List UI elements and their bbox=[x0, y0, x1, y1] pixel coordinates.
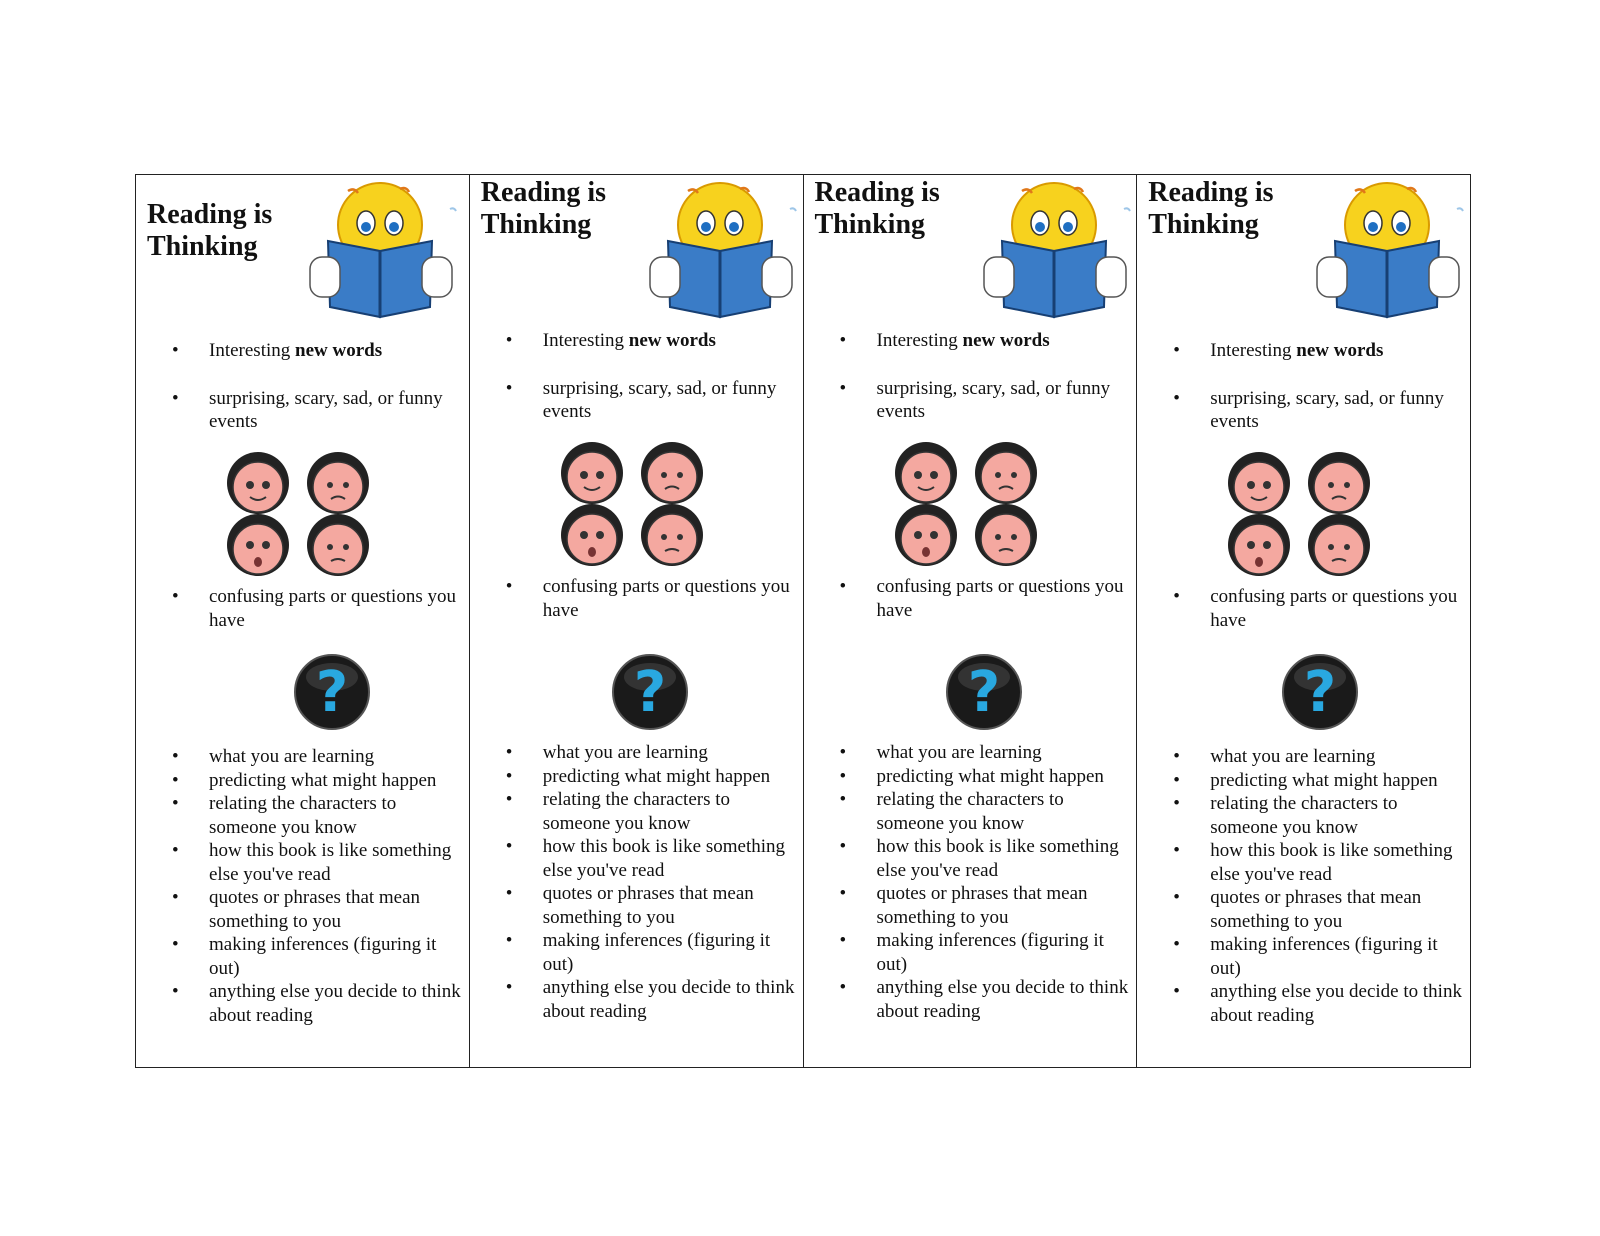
emotion-faces-icon bbox=[888, 437, 1048, 571]
list-item: • how this book is like something else you've read bbox=[172, 839, 462, 886]
list-item: • making inferences (figuring it out) bbox=[840, 929, 1130, 976]
list-item: • Interesting new words bbox=[506, 329, 796, 353]
thinking-list bbox=[506, 741, 796, 1023]
list-item: • surprising, scary, sad, or funny events bbox=[172, 387, 462, 434]
list-item: • making inferences (figuring it out) bbox=[172, 933, 462, 980]
thinking-list bbox=[172, 745, 462, 1027]
smiley-reading-book-icon bbox=[648, 179, 798, 319]
list-item: • anything else you decide to think about reading bbox=[506, 976, 796, 1023]
list-item: • relating the characters to someone you know bbox=[172, 792, 462, 839]
smiley-reading-book-icon bbox=[1315, 179, 1465, 319]
reader-topics-list bbox=[840, 329, 1130, 424]
list-item: • anything else you decide to think about reading bbox=[1173, 980, 1463, 1027]
bookmark-3: Reading is Thinking • Interesting new words • surprising, scary, sad, or funny events • confusing parts or questions you have ? • what you are learning • predicting what might happen • relating the characters to someone you know • how this book is like something else you've read • quotes or phrases that mean something to you • making inferences (figuring it out) • anything else you decide to think about reading bbox=[804, 175, 1138, 1067]
list-item: • what you are learning bbox=[1173, 745, 1463, 769]
list-item: • quotes or phrases that mean something to you bbox=[1173, 886, 1463, 933]
list-item: • anything else you decide to think about reading bbox=[840, 976, 1130, 1023]
smiley-reading-book-icon bbox=[982, 179, 1132, 319]
list-item: • how this book is like something else you've read bbox=[1173, 839, 1463, 886]
list-item: • predicting what might happen bbox=[1173, 769, 1463, 793]
list-item: • Interesting new words bbox=[172, 339, 462, 363]
thinking-list bbox=[1173, 745, 1463, 1027]
list-item: • predicting what might happen bbox=[506, 765, 796, 789]
confusing-list bbox=[1173, 585, 1463, 632]
confusing-list bbox=[172, 585, 462, 632]
question-mark-icon bbox=[1281, 653, 1359, 731]
thinking-list bbox=[840, 741, 1130, 1023]
list-item: • relating the characters to someone you know bbox=[1173, 792, 1463, 839]
reader-topics-list bbox=[1173, 339, 1463, 434]
bookmark-4: Reading is Thinking • Interesting new words • surprising, scary, sad, or funny events • confusing parts or questions you have ? • what you are learning • predicting what might happen • relating the characters to someone you know • how this book is like something else you've read • quotes or phrases that mean something to you • making inferences (figuring it out) • anything else you decide to think about reading bbox=[1137, 175, 1470, 1067]
confusing-list bbox=[506, 575, 796, 622]
smiley-reading-book-icon bbox=[308, 179, 458, 319]
emotion-faces-icon bbox=[554, 437, 714, 571]
emotion-faces-icon bbox=[1221, 447, 1381, 581]
list-item: • predicting what might happen bbox=[172, 769, 462, 793]
emotion-faces-icon bbox=[220, 447, 380, 581]
reader-topics-list bbox=[172, 339, 462, 434]
confusing-list bbox=[840, 575, 1130, 622]
list-item: • what you are learning bbox=[840, 741, 1130, 765]
bookmark-2: Reading is Thinking • Interesting new words • surprising, scary, sad, or funny events • confusing parts or questions you have ? • what you are learning • predicting what might happen • relating the characters to someone you know • how this book is like something else you've read • quotes or phrases that mean something to you • making inferences (figuring it out) • anything else you decide to think about reading bbox=[470, 175, 804, 1067]
list-item: • Interesting new words bbox=[1173, 339, 1463, 363]
list-item: • surprising, scary, sad, or funny events bbox=[506, 377, 796, 424]
list-item: • making inferences (figuring it out) bbox=[506, 929, 796, 976]
list-item: • what you are learning bbox=[506, 741, 796, 765]
question-mark-icon bbox=[945, 653, 1023, 731]
question-mark-icon bbox=[293, 653, 371, 731]
list-item: • Interesting new words bbox=[840, 329, 1130, 353]
svg-text:?: ? bbox=[967, 660, 1000, 725]
list-item: • relating the characters to someone you know bbox=[840, 788, 1130, 835]
svg-text:?: ? bbox=[1304, 660, 1337, 725]
question-mark-icon bbox=[611, 653, 689, 731]
list-item: • quotes or phrases that mean something to you bbox=[840, 882, 1130, 929]
svg-text:?: ? bbox=[315, 660, 349, 725]
list-item: • quotes or phrases that mean something to you bbox=[172, 886, 462, 933]
list-item: • surprising, scary, sad, or funny events bbox=[840, 377, 1130, 424]
list-item: • confusing parts or questions you have bbox=[840, 575, 1130, 622]
bookmark-sheet bbox=[135, 174, 1471, 1068]
list-item: • predicting what might happen bbox=[840, 765, 1130, 789]
list-item: • how this book is like something else you've read bbox=[506, 835, 796, 882]
list-item: • making inferences (figuring it out) bbox=[1173, 933, 1463, 980]
svg-text:?: ? bbox=[633, 660, 666, 725]
list-item: • confusing parts or questions you have bbox=[506, 575, 796, 622]
reader-topics-list bbox=[506, 329, 796, 424]
bookmark-1: Reading is Thinking • Interesting new words • surprising, scary, sad, or funny events • confusing parts or questions you have ? • what you are learning • predicting what might happen • relating the characters to someone you know • how this book is like something else you've read • quotes or phrases that mean something to you • making inferences (figuring it out) • anything else you decide to think about reading bbox=[136, 175, 470, 1067]
list-item: • confusing parts or questions you have bbox=[172, 585, 462, 632]
list-item: • anything else you decide to think about reading bbox=[172, 980, 462, 1027]
list-item: • quotes or phrases that mean something to you bbox=[506, 882, 796, 929]
list-item: • confusing parts or questions you have bbox=[1173, 585, 1463, 632]
list-item: • how this book is like something else you've read bbox=[840, 835, 1130, 882]
list-item: • relating the characters to someone you know bbox=[506, 788, 796, 835]
list-item: • surprising, scary, sad, or funny events bbox=[1173, 387, 1463, 434]
list-item: • what you are learning bbox=[172, 745, 462, 769]
